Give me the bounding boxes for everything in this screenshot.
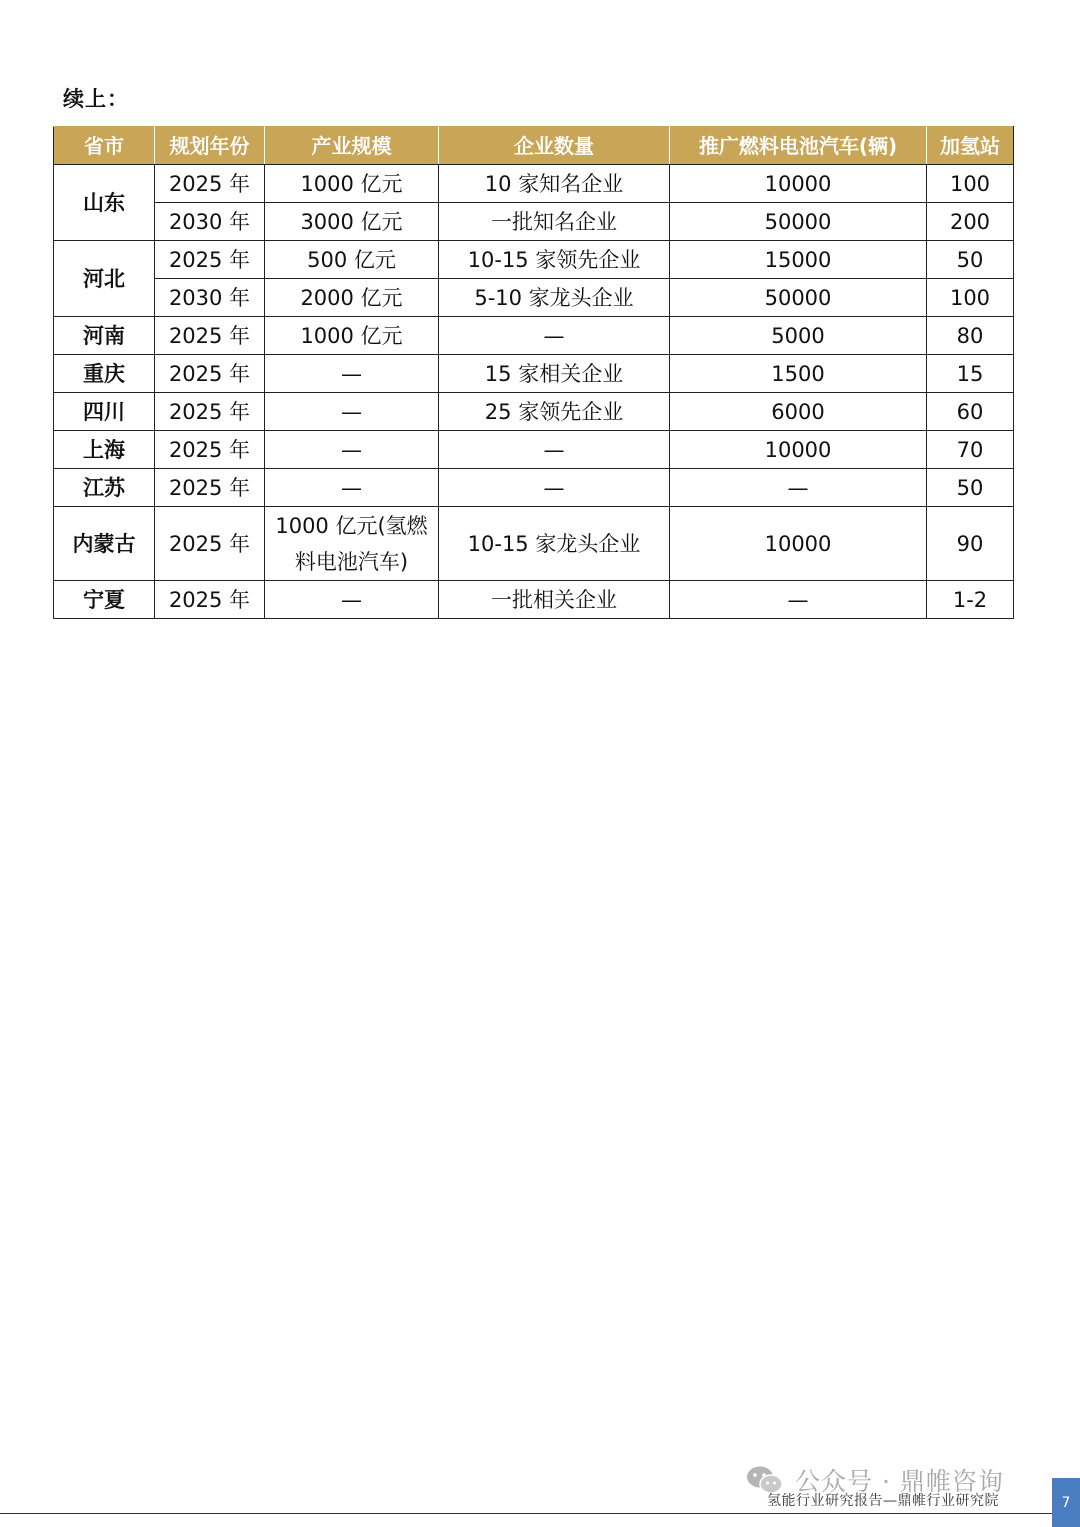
- page-number: 7: [1052, 1478, 1080, 1527]
- year-cell: 2025 年: [155, 355, 265, 393]
- scale-cell: —: [265, 355, 439, 393]
- province-cell: 上海: [54, 431, 155, 469]
- vehicles-cell: 50000: [670, 203, 927, 241]
- year-cell: 2025 年: [155, 507, 265, 581]
- table-header-row: [54, 127, 1014, 165]
- vehicles-cell: 1500: [670, 355, 927, 393]
- year-cell: 2025 年: [155, 431, 265, 469]
- province-cell: 内蒙古: [54, 507, 155, 581]
- header-stations: 加氢站: [927, 127, 1014, 165]
- stations-cell: 100: [927, 279, 1014, 317]
- year-cell: 2030 年: [155, 279, 265, 317]
- vehicles-cell: 15000: [670, 241, 927, 279]
- table-row: [54, 203, 1014, 241]
- table-row: [54, 507, 1014, 581]
- hydrogen-plan-table: [53, 126, 1014, 619]
- vehicles-cell: 10000: [670, 431, 927, 469]
- vehicles-cell: 50000: [670, 279, 927, 317]
- scale-cell: 500 亿元: [265, 241, 439, 279]
- scale-cell: —: [265, 469, 439, 507]
- stations-cell: 15: [927, 355, 1014, 393]
- table-row: [54, 279, 1014, 317]
- vehicles-cell: 10000: [670, 507, 927, 581]
- vehicles-cell: 5000: [670, 317, 927, 355]
- companies-cell: —: [439, 431, 670, 469]
- province-cell: 四川: [54, 393, 155, 431]
- table-row: [54, 165, 1014, 203]
- stations-cell: 1-2: [927, 581, 1014, 619]
- province-cell: 江苏: [54, 469, 155, 507]
- stations-cell: 50: [927, 469, 1014, 507]
- scale-cell: —: [265, 581, 439, 619]
- scale-cell: —: [265, 431, 439, 469]
- scale-cell: 3000 亿元: [265, 203, 439, 241]
- companies-cell: 15 家相关企业: [439, 355, 670, 393]
- continued-label: 续上：: [63, 87, 129, 111]
- companies-cell: 5-10 家龙头企业: [439, 279, 670, 317]
- stations-cell: 80: [927, 317, 1014, 355]
- stations-cell: 70: [927, 431, 1014, 469]
- header-companies: 企业数量: [439, 127, 670, 165]
- footer-divider: [0, 1513, 1052, 1514]
- header-vehicles: 推广燃料电池汽车(辆): [670, 127, 927, 165]
- watermark-text: 公众号 · 鼎帷咨询: [795, 1467, 1004, 1496]
- scale-line-1: 1000 亿元(氢燃: [275, 513, 428, 538]
- stations-cell: 90: [927, 507, 1014, 581]
- province-cell: 重庆: [54, 355, 155, 393]
- scale-line-2: 料电池汽车): [294, 549, 409, 574]
- table-row: [54, 581, 1014, 619]
- scale-cell: 1000 亿元: [265, 165, 439, 203]
- scale-cell: [265, 507, 439, 581]
- scale-cell: —: [265, 393, 439, 431]
- stations-cell: 60: [927, 393, 1014, 431]
- header-province: 省市: [54, 127, 155, 165]
- year-cell: 2030 年: [155, 203, 265, 241]
- companies-cell: —: [439, 317, 670, 355]
- table-row: [54, 355, 1014, 393]
- year-cell: 2025 年: [155, 469, 265, 507]
- stations-cell: 100: [927, 165, 1014, 203]
- header-scale: 产业规模: [265, 127, 439, 165]
- stations-cell: 200: [927, 203, 1014, 241]
- year-cell: 2025 年: [155, 393, 265, 431]
- scale-cell: 1000 亿元: [265, 317, 439, 355]
- vehicles-cell: —: [670, 469, 927, 507]
- header-year: 规划年份: [155, 127, 265, 165]
- footer-report-title: 氢能行业研究报告—鼎帷行业研究院: [767, 1493, 999, 1509]
- table-row: [54, 317, 1014, 355]
- scale-cell: 2000 亿元: [265, 279, 439, 317]
- year-cell: 2025 年: [155, 241, 265, 279]
- table-row: [54, 241, 1014, 279]
- province-cell: 河北: [54, 241, 155, 317]
- table-row: [54, 393, 1014, 431]
- vehicles-cell: —: [670, 581, 927, 619]
- province-cell: 山东: [54, 165, 155, 241]
- province-cell: 宁夏: [54, 581, 155, 619]
- vehicles-cell: 6000: [670, 393, 927, 431]
- year-cell: 2025 年: [155, 317, 265, 355]
- year-cell: 2025 年: [155, 581, 265, 619]
- companies-cell: —: [439, 469, 670, 507]
- companies-cell: 一批相关企业: [439, 581, 670, 619]
- companies-cell: 一批知名企业: [439, 203, 670, 241]
- companies-cell: 10 家知名企业: [439, 165, 670, 203]
- province-cell: 河南: [54, 317, 155, 355]
- table-row: [54, 431, 1014, 469]
- companies-cell: 10-15 家领先企业: [439, 241, 670, 279]
- companies-cell: 10-15 家龙头企业: [439, 507, 670, 581]
- table-row: [54, 469, 1014, 507]
- vehicles-cell: 10000: [670, 165, 927, 203]
- year-cell: 2025 年: [155, 165, 265, 203]
- stations-cell: 50: [927, 241, 1014, 279]
- companies-cell: 25 家领先企业: [439, 393, 670, 431]
